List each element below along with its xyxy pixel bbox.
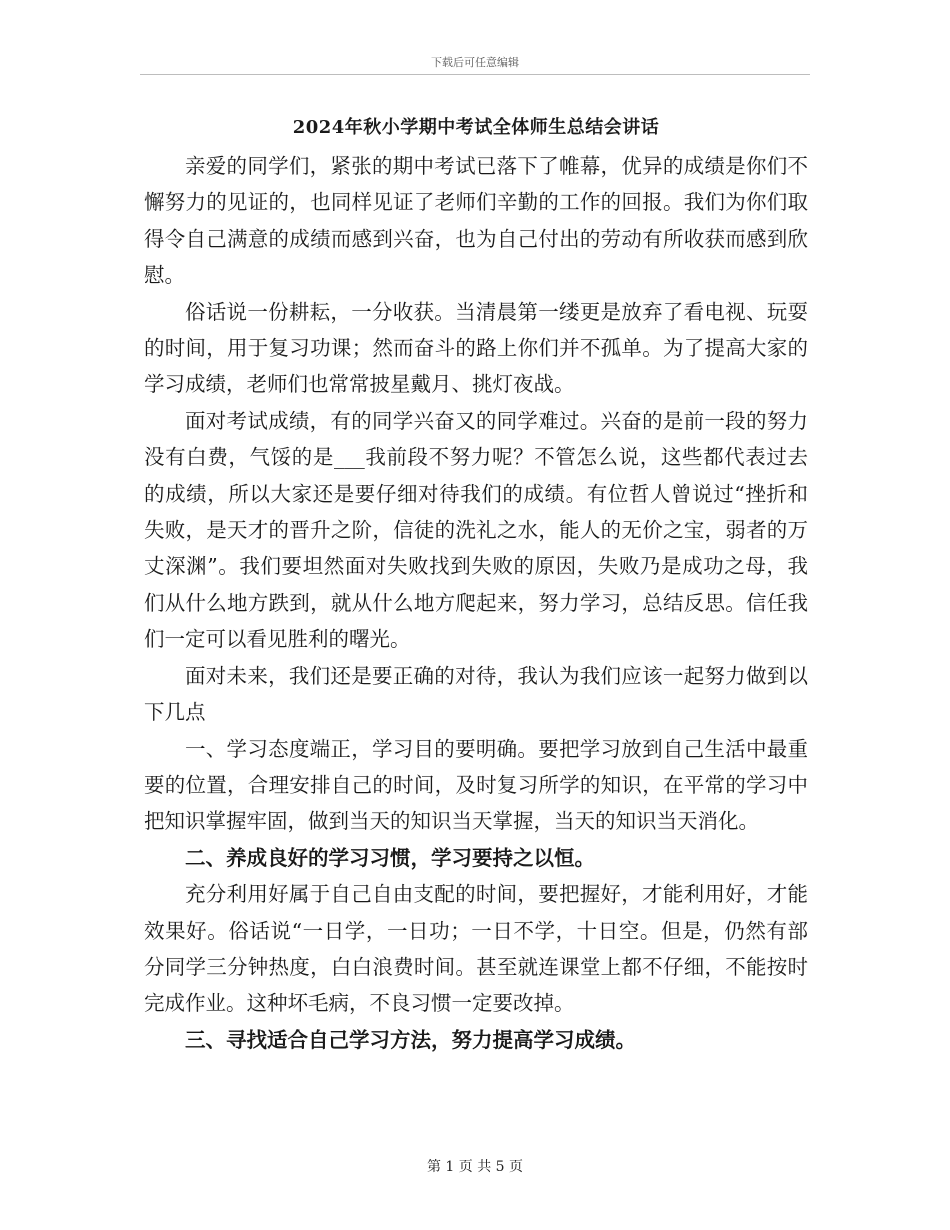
document-title: 2024年秋小学期中考试全体师生总结会讲话 [292, 117, 660, 138]
body-paragraph: 亲爱的同学们，紧张的期中考试已落下了帷幕，优异的成绩是你们不懈努力的见证的，也同样见证了老师们辛勤的工作的回报。我们为你们取得令自己满意的成绩而感到兴奋，也为自己付出的劳动有所收获而感到欣慰。 [144, 154, 808, 288]
paragraph-list [144, 148, 808, 1058]
body-paragraph: 俗话说一份耕耘，一分收获。当清晨第一缕更是放弃了看电视、玩耍的时间，用于复习功课；然而奋斗的路上你们并不孤单。为了提高大家的学习成绩，老师们也常常披星戴月、挑灯夜战。 [144, 299, 808, 397]
page-header-note: 下载后可任意编辑 [431, 56, 519, 69]
document-body [144, 114, 808, 1058]
section-heading: 二、养成良好的学习习惯，学习要持之以恒。 [185, 845, 595, 870]
header-divider [140, 74, 810, 75]
body-paragraph: 一、学习态度端正，学习目的要明确。要把学习放到自己生活中最重要的位置，合理安排自己的时间，及时复习所学的知识，在平常的学习中把知识掌握牢固，做到当天的知识当天掌握，当天的知识当天消化。 [144, 736, 808, 834]
section-heading: 三、寻找适合自己学习方法，努力提高学习成绩。 [185, 1027, 636, 1052]
body-paragraph: 充分利用好属于自己自由支配的时间，要把握好，才能利用好，才能效果好。俗话说“一日学，一日功；一日不学，十日空。但是，仍然有部分同学三分钟热度，白白浪费时间。甚至就连课堂上都不仔细，不能按时完成作业。这种坏毛病，不良习惯一定要改掉。 [144, 882, 808, 1016]
page-number: 第 1 页 共 5 页 [426, 1159, 524, 1175]
body-paragraph: 面对考试成绩，有的同学兴奋又的同学难过。兴奋的是前一段的努力没有白费，气馁的是___我前段不努力呢？不管怎么说，这些都代表过去的成绩，所以大家还是要仔细对待我们的成绩。有位哲人曾说过“挫折和失败，是天才的晋升之阶，信徒的洗礼之水，能人的无价之宝，弱者的万丈深渊”。我们要坦然面对失败找到失败的原因，失败乃是成功之母，我们从什么地方跌到，就从什么地方爬起来，努力学习，总结反思。信任我们一定可以看见胜利的曙光。 [144, 408, 808, 652]
body-paragraph: 面对未来，我们还是要正确的对待，我认为我们应该一起努力做到以下几点 [144, 663, 808, 725]
